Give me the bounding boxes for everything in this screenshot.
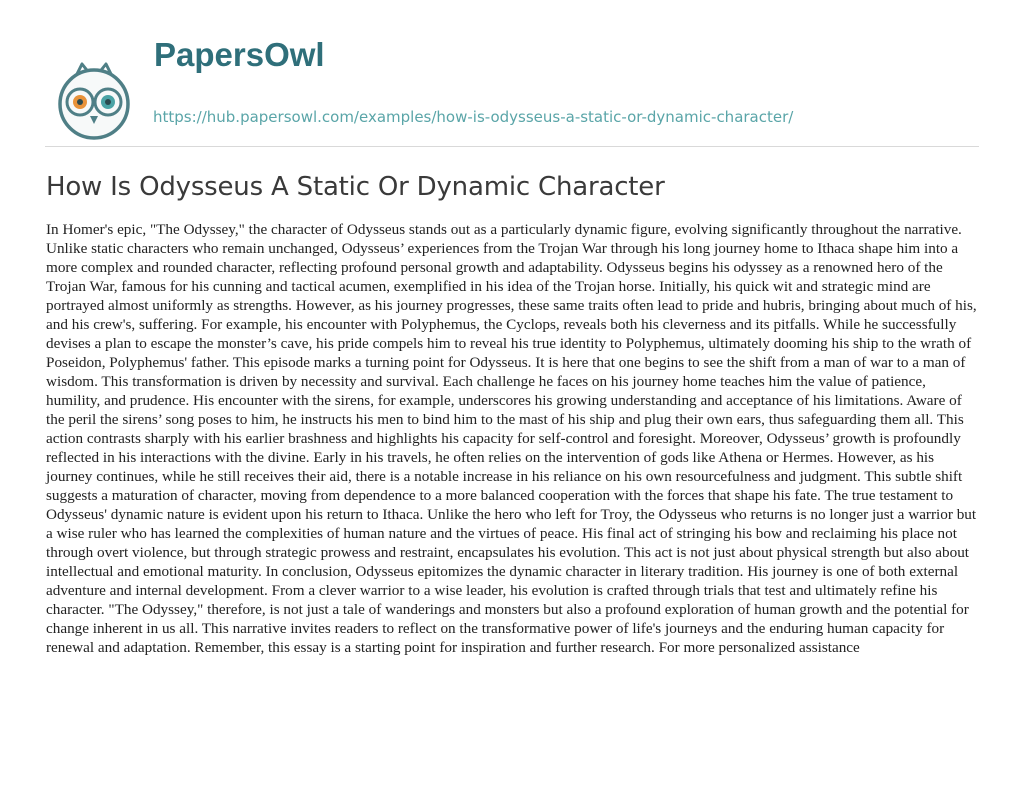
site-header	[46, 36, 986, 140]
owl-logo-icon	[46, 56, 142, 152]
header-divider	[45, 146, 979, 147]
brand-name: PapersOwl	[154, 36, 325, 73]
source-url-link[interactable]: https://hub.papersowl.com/examples/how-is-odysseus-a-static-or-dynamic-character/	[153, 108, 794, 126]
article-body: In Homer's epic, "The Odyssey," the character of Odysseus stands out as a particularly dynamic figure, evolving significantly throughout the narrative. Unlike static characters who remain unchanged, Odysseus’ experiences from the Trojan War through his long journey home to Ithaca shape him into a more complex and rounded character, reflecting profound personal growth and adaptability. Odysseus begins his odyssey as a renowned hero of the Trojan War, famous for his cunning and tactical acumen, exemplified in his idea of the Trojan horse. Initially, his quick wit and strategic mind are portrayed almost uniformly as strengths. However, as his journey progresses, these same traits often lead to pride and hubris, bringing about much of his, and his crew's, suffering. For example, his encounter with Polyphemus, the Cyclops, reveals both his cleverness and its pitfalls. While he successfully devises a plan to escape the monster’s cave, his pride compels him to reveal his true identity to Polyphemus, ultimately dooming his ship to the wrath of Poseidon, Polyphemus' father. This episode marks a turning point for Odysseus. It is here that one begins to see the shift from a man of war to a man of wisdom. This transformation is driven by necessity and survival. Each challenge he faces on his journey home teaches him the value of patience, humility, and prudence. His encounter with the sirens, for example, underscores his growing understanding and acceptance of his limitations. Aware of the peril the sirens’ song poses to him, he instructs his men to bind him to the mast of his ship and plug their own ears, thus safeguarding them all. This action contrasts sharply with his earlier brashness and highlights his capacity for self-control and foresight. Moreover, Odysseus’ growth is profoundly reflected in his interactions with the divine. Early in his travels, he often relies on the intervention of gods like Athena or Hermes. However, as his journey continues, while he still receives their aid, there is a notable increase in his reliance on his own resourcefulness and judgment. This subtle shift suggests a maturation of character, moving from dependence to a more balanced cooperation with the forces that shape his fate. The true testament to Odysseus' dynamic nature is evident upon his return to Ithaca. Unlike the hero who left for Troy, the Odysseus who returns is no longer just a warrior but a wise ruler who has learned the complexities of human nature and the virtues of peace. His final act of stringing his bow and reclaiming his place not through overt violence, but through strategic prowess and restraint, encapsulates his evolution. This act is not just about physical strength but also about intellectual and emotional maturity. In conclusion, Odysseus epitomizes the dynamic character in literary tradition. His journey is one of both external adventure and internal development. From a clever warrior to a wise leader, his evolution is crafted through trials that test and ultimately refine his character. "The Odyssey," therefore, is not just a tale of wanderings and monsters but also a profound exploration of human growth and the potential for change inherent in us all. This narrative invites readers to reflect on the transformative power of life's journeys and the enduring human capacity for renewal and adaptation. Remember, this essay is a starting point for inspiration and further research. For more personalized assistance	[46, 221, 977, 656]
page-title: How Is Odysseus A Static Or Dynamic Character	[46, 172, 665, 202]
